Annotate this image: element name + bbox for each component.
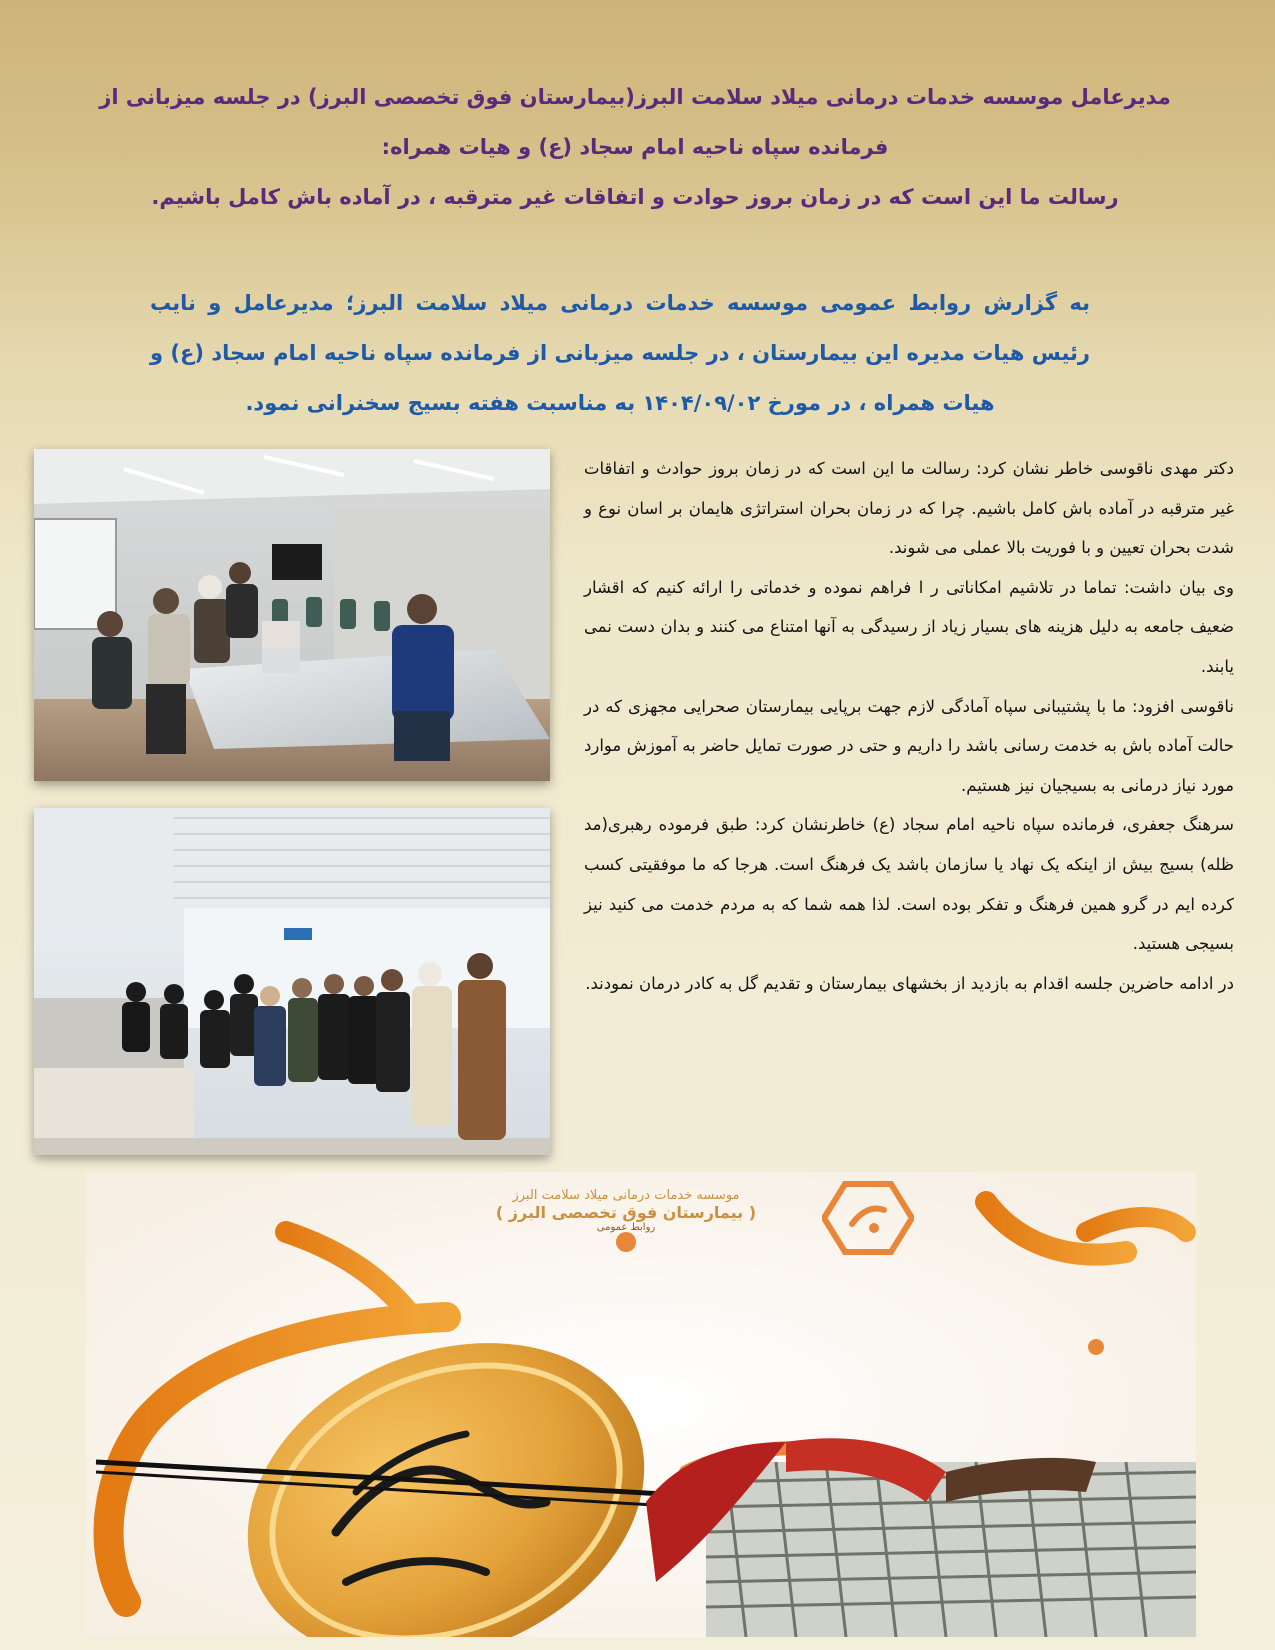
body-paragraph-4: سرهنگ جعفری، فرمانده سپاه ناحیه امام سجاد (ع) خاطرنشان کرد: طبق فرموده رهبری(مد ظله) بسیج بیش از اینکه یک نهاد یا سازمان باشد یک فرهنگ است. هرجا که ما موفقیتی کسب کرده ایم در گرو همین فرهنگ و تفکر بوده است. لذا همه شما که به مردم خدمت می کنید نیز بسیجی هستید. (584, 815, 1234, 954)
brand-public-relations: روابط عمومی (596, 1222, 656, 1233)
headline-line-2: فرمانده سپاه ناحیه امام سجاد (ع) و هیات همراه: (381, 135, 889, 159)
headline-line-3: رسالت ما این است که در زمان بروز حوادت و اتفاقات غیر مترقبه ، در آماده باش کامل باشیم. (151, 185, 1119, 209)
article-body (584, 449, 1234, 1003)
body-paragraph-1: دکتر مهدی ناقوسی خاطر نشان کرد: رسالت ما این است که در زمان بروز حوادث و اتفاقات غیر مترقبه در آماده باش کامل باشیم. چرا که در زمان بحران استراتژی هایمان بر اسان نوع و شدت بحران تعیین و با فوریت بالا عملی می شوند. (584, 459, 1234, 558)
hospital-visit-photo (34, 808, 550, 1155)
hospital-logo-icon (822, 1180, 914, 1256)
headline (70, 72, 1200, 222)
brand-institute-name: موسسه خدمات درمانی میلاد سلامت البرز (512, 1188, 740, 1203)
headline-line-1: مدیرعامل موسسه خدمات درمانی میلاد سلامت البرز(بیمارستان فوق تخصصی البرز) در جلسه میزبانی از (99, 85, 1171, 109)
basij-week-banner (86, 1172, 1196, 1637)
banner-brand (446, 1188, 806, 1233)
brand-hospital-name: ( بیمارستان فوق تخصصی البرز ) (495, 1203, 757, 1222)
body-paragraph-5: در ادامه حاضرین جلسه اقدام به بازدید از بخشهای بیمارستان و تقدیم گل به کادر درمان نمودند. (585, 973, 1234, 993)
meeting-photo (34, 449, 550, 781)
lead-paragraph: به گزارش روابط عمومی موسسه خدمات درمانی میلاد سلامت البرز؛ مدیرعامل و نایب رئیس هیات مدیره این بیمارستان ، در جلسه میزبانی از فرمانده سپاه ناحیه امام سجاد (ع) و هیات همراه ، در مورخ ۱۴۰۴/۰۹/۰۲ به مناسبت هفته بسیج سخنرانی نمود. (150, 291, 1090, 415)
body-paragraph-3: ناقوسی افزود: ما با پشتیبانی سپاه آمادگی لازم جهت برپایی بیمارستان صحرایی مجهزی که در حالت آماده باش به خدمت رسانی باشد را داریم و حتی در صورت تمایل حاضر به آموزش موارد مورد نیاز درمانی به بسیجیان نیز هستیم. (584, 696, 1234, 795)
body-paragraph-2: وی بیان داشت: تماما در تلاشیم امکاناتی ر ا فراهم نموده و خدماتی را ارائه کنیم که اقشار ضعیف جامعه به دلیل هزینه های بسیار زیاد از رسیدگی به آنها امتناع می کنند و بدان دست نمی یابند. (584, 577, 1234, 676)
